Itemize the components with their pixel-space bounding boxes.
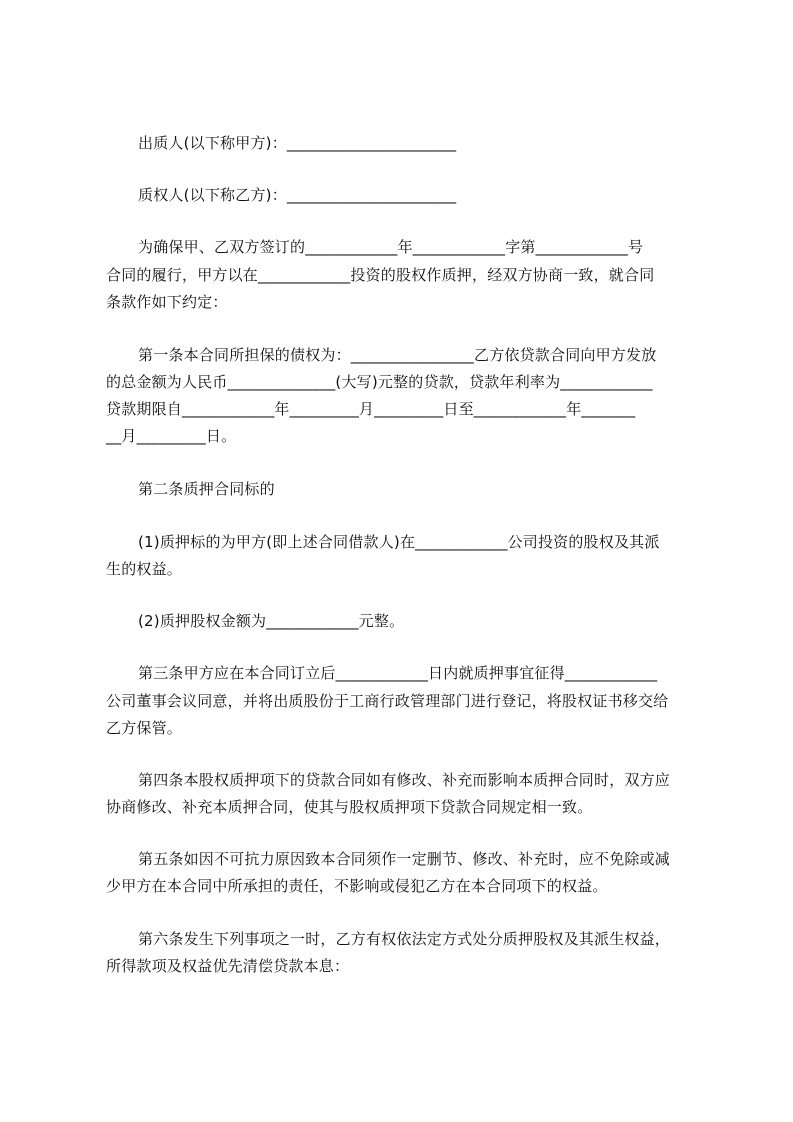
intro-line-3: 条款作如下约定： xyxy=(106,293,228,311)
article2-item1-line-1: (1)质押标的为甲方(即上述合同借款人)在____________公司投资的股权及其派 xyxy=(138,533,660,551)
article1-line-1: 第一条本合同所担保的债权为：________________乙方依贷款合同向甲方发放 xyxy=(138,346,657,364)
article2-item1-line-2: 生的权益。 xyxy=(106,560,183,578)
intro-line-2: 合同的履行，甲方以在____________投资的股权作质押，经双方协商一致，就合同 xyxy=(106,266,655,284)
article3-line-3: 乙方保管。 xyxy=(106,719,183,737)
article2-title: 第二条质押合同标的 xyxy=(138,480,275,498)
article4-line-1: 第四条本股权质押项下的贷款合同如有修改、补充而影响本质押合同时，双方应 xyxy=(138,771,671,789)
article6-line-2: 所得款项及权益优先清偿贷款本息： xyxy=(106,957,350,975)
intro-line-1: 为确保甲、乙双方签订的____________年____________字第____________号 xyxy=(138,238,644,256)
article2-item2: (2)质押股权金额为____________元整。 xyxy=(138,612,405,630)
article1-line-2: 的总金额为人民币______________(大写)元整的贷款，贷款年利率为____________ xyxy=(106,373,653,391)
article1-line-4: __月_________日。 xyxy=(106,427,237,445)
article5-line-2: 少甲方在本合同中所承担的责任，不影响或侵犯乙方在本合同项下的权益。 xyxy=(106,877,608,895)
article6-line-1: 第六条发生下列事项之一时，乙方有权依法定方式处分质押股权及其派生权益， xyxy=(138,930,671,948)
article3-line-1: 第三条甲方应在本合同订立后____________日内就质押事宜征得____________ xyxy=(138,664,658,682)
article4-line-2: 协商修改、补充本质押合同，使其与股权质押项下贷款合同规定相一致。 xyxy=(106,798,593,816)
pledgor-line: 出质人(以下称甲方)：______________________ xyxy=(138,134,457,152)
pledgee-line: 质权人(以下称乙方)：______________________ xyxy=(138,186,457,204)
article3-line-2: 公司董事会议同意，并将出质股份于工商行政管理部门进行登记，将股权证书移交给 xyxy=(106,692,669,710)
article1-line-3: 贷款期限自____________年_________月_________日至____________年_______ xyxy=(106,400,636,418)
article5-line-1: 第五条如因不可抗力原因致本合同须作一定删节、修改、补充时，应不免除或减 xyxy=(138,850,671,868)
